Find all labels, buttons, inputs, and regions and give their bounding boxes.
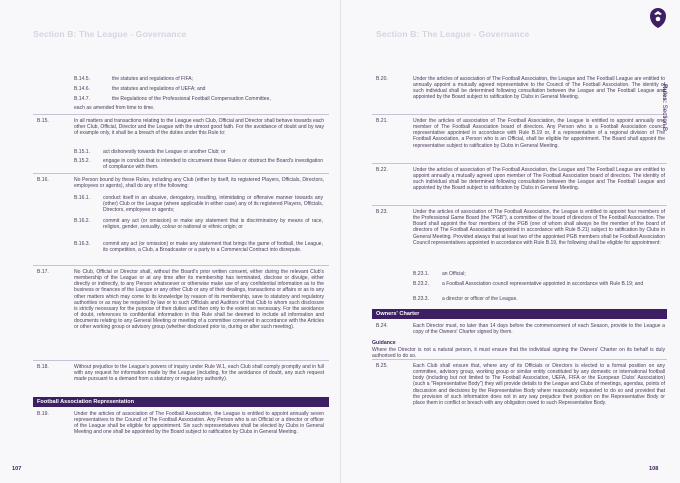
side-tab-section: Section B bbox=[661, 104, 668, 132]
clause-text: Under the articles of association of The Football Association, the League is entitled to appoint four members of the Professional Game Board (the "PGB"), a committee of the board of directors of The Football Association. The Board shall appoint the four members of the PGB (one of whom shall always be the member of the board of directors of The Football Association appointed in accordance with Rule B.21) subject to ratification by Clubs in General Meeting. Provided always that at least two of the appointed PGB members shall be Football Association Council representatives appointed in accordance with Rule B.19, the following shall be eligible for appointment: bbox=[413, 209, 665, 246]
section-title: Section B: The League - Governance bbox=[33, 29, 187, 39]
league-logo-icon bbox=[646, 6, 670, 30]
clause-number: B.15.2. bbox=[74, 158, 90, 164]
side-tab-label: Rules: bbox=[661, 84, 668, 103]
guidance-heading: Guidance bbox=[372, 340, 396, 346]
clause-number: B.14.6. bbox=[74, 86, 90, 92]
side-tab bbox=[657, 84, 669, 154]
page-number: 108 bbox=[649, 466, 659, 472]
section-title: Section B: The League - Governance bbox=[376, 29, 530, 39]
clause-number: B.23.3. bbox=[413, 296, 429, 302]
clause-number: B.16.3. bbox=[74, 241, 90, 247]
divider bbox=[33, 360, 329, 361]
clause-number: B.21. bbox=[376, 118, 388, 124]
clause-number: B.23. bbox=[376, 209, 388, 215]
clause-text: commit any act (or omission) or make any statement that is discriminatory by means of race, religion, gender, sexuality, colour or national or ethnic origin; or bbox=[103, 218, 323, 231]
clause-number: B.14.7. bbox=[74, 96, 90, 102]
clause-number: B.23.2. bbox=[413, 281, 429, 287]
divider bbox=[33, 173, 329, 174]
clause-text: No Person bound by these Rules, including any Club (either by itself, its registered Players, Officials, Directors, employees or agents), shall do any of the following: bbox=[74, 177, 324, 190]
clause-number: B.15. bbox=[37, 118, 49, 124]
clause-text: Each Club shall ensure that, where any of its Officials or Directors is elected to a formal position on any committee, advisory group, working group or similar entity constituted by any domestic or international football body (including but not limited to The Football Association, UEFA, FIFA or the European Clubs' Association) (such a "Representative Body") they will provide details to the League and Clubs of meetings, agendas, points of discussion and decisions by the Representative Body where reasonably requested to do so and provided that the provision of such information does not in any way prejudice their position on the Representative Body or place them in conflict or breach with any obligation owed to such Representative Body. bbox=[413, 363, 665, 406]
right-page bbox=[340, 0, 680, 483]
clause-number: B.23.1. bbox=[413, 271, 429, 277]
clause-text: In all matters and transactions relating to the League each Club, Official and Director shall behave towards each other Club, Official, Director and the League with the utmost good faith. For the avoidance of doubt and by way of example only, it shall be a breach of the duties under this Rule to: bbox=[74, 118, 324, 137]
clause-text: No Club, Official or Director shall, without the Board's prior written consent, either during the relevant Club's membership of the League or at any time after its membership has terminated, disclose or divulge, either directly or indirectly, to any Person whatsoever or otherwise make use of any confidential information as to the business or finances of the League or any other Club or any of their dealings, transactions or affairs or as to any other matters which may come to its knowledge by reason of its membership, save to statutory and regulatory authorities or as may be required by law or to such Officials and Auditors of that Club to whom such disclosure is strictly necessary for the purpose of their duties and then only to the extent so necessary. For the avoidance of doubt, references to confidential information in this Rule shall be deemed to include all information and documents relating to any General Meeting or meeting of a committee convened in accordance with the Articles or other working group or advisory group (whether disclosed prior to, during or after such meeting). bbox=[74, 269, 324, 331]
clause-number: B.18. bbox=[37, 364, 49, 370]
clause-number: B.15.1. bbox=[74, 149, 90, 155]
clause-number: B.24. bbox=[376, 323, 388, 329]
clause-text: a Football Association council representative appointed in accordance with Rule B.19; and bbox=[442, 281, 644, 287]
divider bbox=[372, 114, 667, 115]
clause-number: B.16. bbox=[37, 177, 49, 183]
clause-text: Under the articles of association of The Football Association, the League is entitled to appoint annually one member of The Football Association board of directors. Any Person who is a Football Association council representative appointed in accordance with Rule B.19 or, if a representative of a regional division of The Football Association, a Person who is an Official, shall be eligible for appointment. The Board shall appoint the representative subject to ratification by Clubs in General Meeting. bbox=[413, 118, 665, 149]
clause-number: B.19. bbox=[37, 411, 49, 417]
clause-text: a director or officer of the League. bbox=[442, 296, 518, 302]
divider bbox=[372, 163, 667, 164]
clause-text: Without prejudice to the League's powers of inquiry under Rule W.1, each Club shall comply promptly and in full with any request for information made by the League (including, for the avoidance of doubt, any such request made pursuant to a demand from a statutory or regulatory authority). bbox=[74, 364, 324, 383]
section-heading-owners-charter: Owners' Charter bbox=[372, 309, 667, 319]
clause-number: B.16.1. bbox=[74, 195, 90, 201]
clause-text: the statutes and regulations of FIFA; bbox=[112, 76, 194, 82]
clause-number: B.14.5. bbox=[74, 76, 90, 82]
clause-number: B.22. bbox=[376, 167, 388, 173]
divider bbox=[33, 114, 329, 115]
clause-text: an Official; bbox=[442, 271, 466, 277]
clause-number: B.17. bbox=[37, 269, 49, 275]
divider bbox=[33, 265, 329, 266]
divider bbox=[372, 359, 667, 360]
clause-number: B.16.2. bbox=[74, 218, 90, 224]
clause-text: engage in conduct that is intended to circumvent these Rules or obstruct the Board's investigation of compliance with them. bbox=[103, 158, 323, 171]
clause-text: Under the articles of association of The Football Association, the League and The Football League are entitled to annually appoint a mutually agreed representative to the Council of The Football Association. The identity of such individual shall be determined following consultation between the League and The Football League and appointed by the Board subject to ratification by Clubs in General Meeting. bbox=[413, 76, 665, 101]
divider bbox=[372, 205, 667, 206]
clause-text: each as amended from time to time. bbox=[74, 105, 155, 111]
clause-number: B.25. bbox=[376, 363, 388, 369]
guidance-text: Where the Director is not a natural person, it must ensure that the individual signing the Owners' Charter on its behalf is duly authorised to do so. bbox=[372, 347, 665, 360]
section-heading-fa-representation: Football Association Representation bbox=[33, 397, 329, 407]
clause-number: B.20. bbox=[376, 76, 388, 82]
clause-text: commit any act (or omission) or make any statement that brings the game of football, the League, its competition, a Club, a Broadcaster or a party to a Commercial Contract into disrepute. bbox=[103, 241, 323, 254]
clause-text: Under the articles of association of The Football Association, the League and The Football League are entitled to appoint annually a mutually agreed upon member of The Football Association board of directors. The identity of such individual shall be determined following consultation between the League and The Football League and appointed by the Board subject to ratification by Clubs in General Meeting. bbox=[413, 167, 665, 192]
clause-text: Under the articles of association of The Football Association, the League is entitled to appoint annually seven representatives to the Council of The Football Association. Any Person who is an Official or a director or officer of the League shall be eligible for appointment. Six such representatives shall be elected by Clubs in General Meeting and one shall be appointed by the Board subject to ratification by Clubs in General Meeting. bbox=[74, 411, 324, 436]
page-number: 107 bbox=[12, 466, 22, 472]
clause-text: Each Director must, no later than 14 days before the commencement of each Season, provide to the League a copy of the Owners' Charter signed by them. bbox=[413, 323, 665, 336]
clause-text: conduct itself in an abusive, derogatory, insulting, intimidating or offensive manner towards any (other) Club or the League (where applicable in either case) any of its registered Players, Officials, Directors, employees or agents; bbox=[103, 195, 323, 214]
clause-text: the statutes and regulations of UEFA; and bbox=[112, 86, 206, 92]
clause-text: act dishonestly towards the League or another Club; or bbox=[103, 149, 226, 155]
clause-text: the Regulations of the Professional Football Compensation Committee, bbox=[112, 96, 271, 102]
